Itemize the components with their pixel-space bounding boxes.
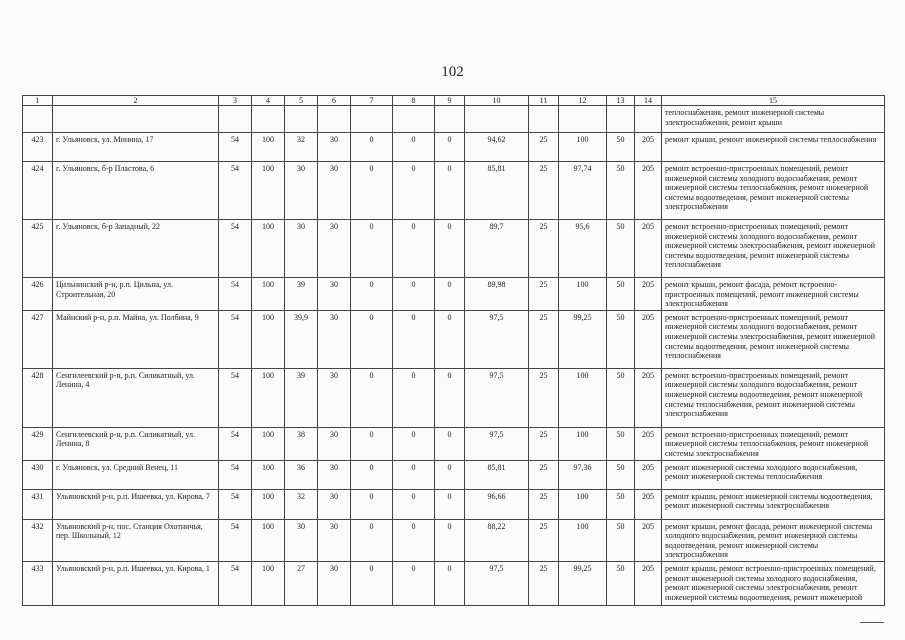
address: г. Ульяновск, б-р Западный, 22 (53, 220, 219, 278)
table-row (23, 368, 885, 427)
value-col-13: 50 (607, 133, 635, 162)
value-col-12: 99,25 (559, 310, 607, 368)
works-list: ремонт крыши, ремонт инженерной системы теплоснабжения (662, 133, 885, 162)
works-list: ремонт встроенно-пристроенных помещений, ремонт инженерной системы холодного водоснабжения, ремонт инженерной системы электроснабжения, ремонт инженерной системы водоотведения, ремонт инженерной системы теплоснабжения (662, 220, 885, 278)
empty-cell (635, 106, 662, 133)
empty-cell (559, 106, 607, 133)
value-col-6: 30 (318, 220, 351, 278)
value-col-10: 85,81 (465, 162, 529, 220)
value-col-6: 30 (318, 561, 351, 605)
page-number: 102 (441, 64, 464, 80)
value-col-8: 0 (393, 278, 435, 311)
empty-cell (393, 106, 435, 133)
value-col-5: 32 (285, 489, 318, 519)
value-col-12: 100 (559, 133, 607, 162)
header-cell: 11 (529, 96, 559, 106)
value-col-14: 205 (635, 460, 662, 489)
value-col-5: 38 (285, 427, 318, 460)
value-col-4: 100 (252, 561, 285, 605)
value-col-4: 100 (252, 220, 285, 278)
value-col-3: 54 (219, 310, 252, 368)
works-list: ремонт крыши, ремонт фасада, ремонт инженерной системы холодного водоснабжения, ремонт инженерной системы водоотведения, ремонт инженерной системы электроснабжения (662, 519, 885, 561)
value-col-14: 205 (635, 368, 662, 427)
value-col-3: 54 (219, 278, 252, 311)
works-list: теплоснабжения, ремонт инженерной системы электроснабжения, ремонт крыши (662, 106, 885, 133)
value-col-9: 0 (435, 278, 465, 311)
value-col-3: 54 (219, 519, 252, 561)
value-col-6: 30 (318, 162, 351, 220)
value-col-10: 97,5 (465, 368, 529, 427)
value-col-12: 100 (559, 489, 607, 519)
value-col-12: 95,6 (559, 220, 607, 278)
row-number: 424 (23, 162, 53, 220)
value-col-4: 100 (252, 368, 285, 427)
value-col-8: 0 (393, 460, 435, 489)
address: Цильнинский р-н, р.п. Цильна, ул. Строительная, 20 (53, 278, 219, 311)
value-col-13: 50 (607, 310, 635, 368)
value-col-11: 25 (529, 460, 559, 489)
empty-cell (252, 106, 285, 133)
value-col-14: 205 (635, 489, 662, 519)
value-col-14: 205 (635, 310, 662, 368)
value-col-8: 0 (393, 561, 435, 605)
value-col-10: 89,98 (465, 278, 529, 311)
works-list: ремонт встроенно-пристроенных помещений, ремонт инженерной системы холодного водоснабжения, ремонт инженерной системы теплоснабжения, ремонт инженерной системы водоотведения, ремонт инженерной системы электроснабжения (662, 162, 885, 220)
table-row (23, 561, 885, 605)
value-col-5: 27 (285, 561, 318, 605)
value-col-6: 30 (318, 310, 351, 368)
address: г. Ульяновск, ул. Средний Венец, 11 (53, 460, 219, 489)
row-number: 428 (23, 368, 53, 427)
empty-cell (529, 106, 559, 133)
value-col-13: 50 (607, 368, 635, 427)
value-col-7: 0 (351, 310, 393, 368)
value-col-14: 205 (635, 278, 662, 311)
value-col-14: 205 (635, 561, 662, 605)
table-row (23, 162, 885, 220)
value-col-12: 100 (559, 278, 607, 311)
value-col-10: 88,22 (465, 519, 529, 561)
row-number: 429 (23, 427, 53, 460)
address: Сенгилеевский р-н, р.п. Силикатный, ул. Ленина, 4 (53, 368, 219, 427)
empty-cell (607, 106, 635, 133)
value-col-13: 50 (607, 278, 635, 311)
works-list: ремонт встроенно-пристроенных помещений, ремонт инженерной системы холодного водоснабжения, ремонт инженерной системы электроснабжения, ремонт инженерной системы водоотведения, ремонт инженерной системы теплоснабжения (662, 310, 885, 368)
value-col-12: 97,36 (559, 460, 607, 489)
value-col-14: 205 (635, 133, 662, 162)
value-col-14: 205 (635, 220, 662, 278)
value-col-14: 205 (635, 427, 662, 460)
header-cell: 5 (285, 96, 318, 106)
address: Ульяновский р-н, пос. Станция Охотничья, пер. Школьный, 12 (53, 519, 219, 561)
value-col-12: 99,25 (559, 561, 607, 605)
value-col-11: 25 (529, 310, 559, 368)
row-number: 426 (23, 278, 53, 311)
value-col-10: 97,5 (465, 310, 529, 368)
value-col-9: 0 (435, 460, 465, 489)
works-list: ремонт встроенно-пристроенных помещений, ремонт инженерной системы теплоснабжения, ремонт инженерной системы электроснабжения (662, 427, 885, 460)
value-col-7: 0 (351, 220, 393, 278)
corner-mark (860, 622, 884, 623)
value-col-7: 0 (351, 460, 393, 489)
header-cell: 7 (351, 96, 393, 106)
empty-cell (285, 106, 318, 133)
value-col-13: 50 (607, 561, 635, 605)
value-col-8: 0 (393, 489, 435, 519)
value-col-3: 54 (219, 460, 252, 489)
works-list: ремонт крыши, ремонт встроенно-пристроенных помещений, ремонт инженерной системы холодного водоснабжения, ремонт инженерной системы электроснабжения, ремонт инженерной системы водоотведения, ремонт инженерной (662, 561, 885, 605)
header-cell: 4 (252, 96, 285, 106)
value-col-9: 0 (435, 519, 465, 561)
header-cell: 13 (607, 96, 635, 106)
value-col-4: 100 (252, 133, 285, 162)
value-col-8: 0 (393, 310, 435, 368)
value-col-10: 96,66 (465, 489, 529, 519)
value-col-9: 0 (435, 427, 465, 460)
value-col-5: 39 (285, 368, 318, 427)
header-cell: 2 (53, 96, 219, 106)
value-col-14: 205 (635, 519, 662, 561)
address: Ульяновский р-н, р.п. Ишеевка, ул. Кирова, 1 (53, 561, 219, 605)
value-col-13: 50 (607, 162, 635, 220)
value-col-8: 0 (393, 220, 435, 278)
value-col-4: 100 (252, 519, 285, 561)
value-col-11: 25 (529, 519, 559, 561)
value-col-9: 0 (435, 133, 465, 162)
table-row (23, 278, 885, 311)
value-col-9: 0 (435, 561, 465, 605)
header-cell: 10 (465, 96, 529, 106)
value-col-4: 100 (252, 460, 285, 489)
value-col-9: 0 (435, 310, 465, 368)
value-col-4: 100 (252, 489, 285, 519)
row-number: 423 (23, 133, 53, 162)
table-row (23, 427, 885, 460)
value-col-5: 39,9 (285, 310, 318, 368)
value-col-6: 30 (318, 519, 351, 561)
works-list: ремонт инженерной системы холодного водоснабжения, ремонт инженерной системы теплоснабжения (662, 460, 885, 489)
header-cell: 12 (559, 96, 607, 106)
value-col-4: 100 (252, 310, 285, 368)
value-col-12: 97,74 (559, 162, 607, 220)
value-col-5: 30 (285, 220, 318, 278)
value-col-6: 30 (318, 489, 351, 519)
value-col-7: 0 (351, 561, 393, 605)
value-col-10: 97,5 (465, 427, 529, 460)
value-col-4: 100 (252, 278, 285, 311)
value-col-12: 100 (559, 519, 607, 561)
value-col-12: 100 (559, 427, 607, 460)
value-col-9: 0 (435, 220, 465, 278)
value-col-10: 85,81 (465, 460, 529, 489)
header-cell: 9 (435, 96, 465, 106)
value-col-13: 50 (607, 427, 635, 460)
value-col-10: 94,62 (465, 133, 529, 162)
table-row (23, 519, 885, 561)
value-col-11: 25 (529, 220, 559, 278)
value-col-7: 0 (351, 368, 393, 427)
empty-cell (23, 106, 53, 133)
header-cell: 8 (393, 96, 435, 106)
value-col-9: 0 (435, 489, 465, 519)
value-col-6: 30 (318, 427, 351, 460)
table-row (23, 310, 885, 368)
value-col-5: 30 (285, 162, 318, 220)
value-col-7: 0 (351, 162, 393, 220)
value-col-7: 0 (351, 278, 393, 311)
value-col-11: 25 (529, 133, 559, 162)
value-col-13: 50 (607, 489, 635, 519)
value-col-5: 32 (285, 133, 318, 162)
table-header-row (23, 96, 885, 106)
empty-cell (219, 106, 252, 133)
value-col-7: 0 (351, 133, 393, 162)
header-cell: 14 (635, 96, 662, 106)
value-col-6: 30 (318, 460, 351, 489)
value-col-5: 36 (285, 460, 318, 489)
value-col-13: 50 (607, 519, 635, 561)
value-col-7: 0 (351, 519, 393, 561)
empty-cell (465, 106, 529, 133)
works-list: ремонт встроенно-пристроенных помещений, ремонт инженерной системы холодного водоснабжения, ремонт инженерной системы водоотведения, ремонт инженерной системы теплоснабжения, ремонт инженерной системы электроснабжения (662, 368, 885, 427)
empty-cell (53, 106, 219, 133)
header-cell: 15 (662, 96, 885, 106)
row-number: 430 (23, 460, 53, 489)
value-col-8: 0 (393, 162, 435, 220)
value-col-10: 89,7 (465, 220, 529, 278)
value-col-14: 205 (635, 162, 662, 220)
value-col-5: 39 (285, 278, 318, 311)
value-col-8: 0 (393, 519, 435, 561)
empty-cell (318, 106, 351, 133)
value-col-3: 54 (219, 427, 252, 460)
value-col-8: 0 (393, 368, 435, 427)
row-number: 427 (23, 310, 53, 368)
value-col-11: 25 (529, 427, 559, 460)
value-col-7: 0 (351, 427, 393, 460)
value-col-12: 100 (559, 368, 607, 427)
repair-program-table (22, 95, 885, 606)
value-col-9: 0 (435, 368, 465, 427)
continuation-row (23, 106, 885, 133)
row-number: 433 (23, 561, 53, 605)
value-col-11: 25 (529, 489, 559, 519)
value-col-3: 54 (219, 220, 252, 278)
row-number: 425 (23, 220, 53, 278)
table-row (23, 460, 885, 489)
value-col-6: 30 (318, 368, 351, 427)
address: г. Ульяновск, ул. Минина, 17 (53, 133, 219, 162)
value-col-9: 0 (435, 162, 465, 220)
works-list: ремонт крыши, ремонт фасада, ремонт встроенно-пристроенных помещений, ремонт инженерной системы электроснабжения (662, 278, 885, 311)
value-col-4: 100 (252, 162, 285, 220)
address: г. Ульяновск, б-р Пластова, 6 (53, 162, 219, 220)
header-cell: 1 (23, 96, 53, 106)
value-col-11: 25 (529, 162, 559, 220)
value-col-13: 50 (607, 220, 635, 278)
table-row (23, 133, 885, 162)
value-col-3: 54 (219, 489, 252, 519)
header-cell: 3 (219, 96, 252, 106)
value-col-8: 0 (393, 133, 435, 162)
value-col-13: 50 (607, 460, 635, 489)
row-number: 431 (23, 489, 53, 519)
row-number: 432 (23, 519, 53, 561)
empty-cell (435, 106, 465, 133)
table-row (23, 489, 885, 519)
value-col-3: 54 (219, 561, 252, 605)
table-row (23, 220, 885, 278)
value-col-6: 30 (318, 278, 351, 311)
value-col-3: 54 (219, 162, 252, 220)
value-col-10: 97,5 (465, 561, 529, 605)
empty-cell (351, 106, 393, 133)
value-col-4: 100 (252, 427, 285, 460)
address: Майнский р-н, р.п. Майна, ул. Полбина, 9 (53, 310, 219, 368)
works-list: ремонт крыши, ремонт инженерной системы водоотведения, ремонт инженерной системы электроснабжения (662, 489, 885, 519)
value-col-8: 0 (393, 427, 435, 460)
address: Сенгилеевский р-н, р.п. Силикатный, ул. Ленина, 8 (53, 427, 219, 460)
value-col-3: 54 (219, 368, 252, 427)
value-col-3: 54 (219, 133, 252, 162)
header-cell: 6 (318, 96, 351, 106)
value-col-11: 25 (529, 561, 559, 605)
value-col-11: 25 (529, 278, 559, 311)
value-col-5: 30 (285, 519, 318, 561)
address: Ульяновский р-н, р.п. Ишеевка, ул. Кирова, 7 (53, 489, 219, 519)
value-col-11: 25 (529, 368, 559, 427)
value-col-6: 30 (318, 133, 351, 162)
value-col-7: 0 (351, 489, 393, 519)
